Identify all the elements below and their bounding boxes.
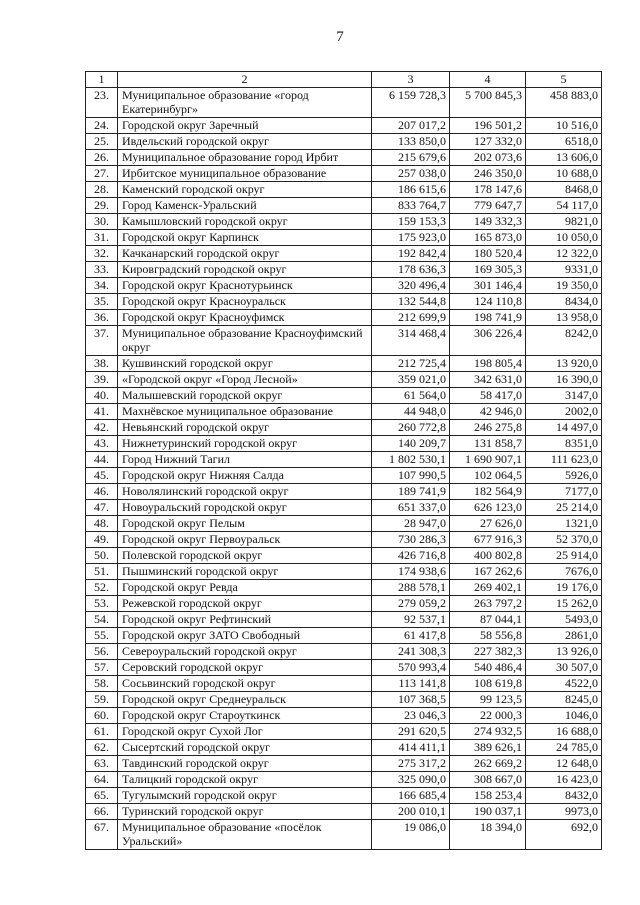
column-4-value-cell: 108 619,8 (450, 676, 526, 692)
row-number-cell: 27. (86, 166, 118, 182)
table-row (86, 150, 602, 166)
column-4-value-cell: 1 690 907,1 (450, 452, 526, 468)
municipality-name-cell: Качканарский городской округ (118, 246, 372, 262)
row-number-cell: 25. (86, 134, 118, 150)
table-row (86, 166, 602, 182)
municipality-name-cell: Кушвинский городской округ (118, 356, 372, 372)
column-3-value-cell: 140 209,7 (372, 436, 450, 452)
column-4-value-cell: 169 305,3 (450, 262, 526, 278)
column-5-value-cell: 54 117,0 (526, 198, 602, 214)
table-row (86, 118, 602, 134)
municipality-name-cell: Североуральский городской округ (118, 644, 372, 660)
row-number-cell: 29. (86, 198, 118, 214)
column-3-value-cell: 833 764,7 (372, 198, 450, 214)
column-3-value-cell: 275 317,2 (372, 756, 450, 772)
column-4-value-cell: 677 916,3 (450, 532, 526, 548)
table-row (86, 134, 602, 150)
column-5-value-cell: 10 688,0 (526, 166, 602, 182)
municipality-name-cell: «Городской округ «Город Лесной» (118, 372, 372, 388)
table-row (86, 214, 602, 230)
row-number-cell: 63. (86, 756, 118, 772)
column-3-value-cell: 314 468,4 (372, 326, 450, 356)
column-5-value-cell: 13 926,0 (526, 644, 602, 660)
row-number-cell: 56. (86, 644, 118, 660)
column-4-value-cell: 149 332,3 (450, 214, 526, 230)
municipality-name-cell: Город Каменск-Уральский (118, 198, 372, 214)
row-number-cell: 30. (86, 214, 118, 230)
column-5-value-cell: 16 423,0 (526, 772, 602, 788)
column-4-value-cell: 540 486,4 (450, 660, 526, 676)
column-5-value-cell: 111 623,0 (526, 452, 602, 468)
row-number-cell: 37. (86, 326, 118, 356)
municipality-name-cell: Новолялинский городской округ (118, 484, 372, 500)
municipality-name-cell: Полевской городской округ (118, 548, 372, 564)
column-3-value-cell: 92 537,1 (372, 612, 450, 628)
column-4-value-cell: 167 262,6 (450, 564, 526, 580)
column-3-value-cell: 19 086,0 (372, 820, 450, 850)
column-4-value-cell: 263 797,2 (450, 596, 526, 612)
table-row (86, 278, 602, 294)
column-3-value-cell: 260 772,8 (372, 420, 450, 436)
municipality-name-cell: Режевской городской округ (118, 596, 372, 612)
table-row (86, 756, 602, 772)
column-3-value-cell: 414 411,1 (372, 740, 450, 756)
column-5-value-cell: 10 516,0 (526, 118, 602, 134)
column-4-value-cell: 99 123,5 (450, 692, 526, 708)
column-3-value-cell: 359 021,0 (372, 372, 450, 388)
column-4-value-cell: 779 647,7 (450, 198, 526, 214)
municipality-name-cell: Махнёвское муниципальное образование (118, 404, 372, 420)
column-3-value-cell: 133 850,0 (372, 134, 450, 150)
row-number-cell: 32. (86, 246, 118, 262)
table-row (86, 644, 602, 660)
column-4-value-cell: 308 667,0 (450, 772, 526, 788)
municipality-name-cell: Туринский городской округ (118, 804, 372, 820)
column-4-value-cell: 18 394,0 (450, 820, 526, 850)
column-4-value-cell: 5 700 845,3 (450, 88, 526, 118)
column-4-value-cell: 269 402,1 (450, 580, 526, 596)
column-3-value-cell: 426 716,8 (372, 548, 450, 564)
row-number-cell: 35. (86, 294, 118, 310)
column-4-value-cell: 165 873,0 (450, 230, 526, 246)
municipality-name-cell: Ирбитское муниципальное образование (118, 166, 372, 182)
column-3-value-cell: 215 679,6 (372, 150, 450, 166)
table-row (86, 564, 602, 580)
column-3-value-cell: 6 159 728,3 (372, 88, 450, 118)
table-row (86, 612, 602, 628)
column-4-value-cell: 306 226,4 (450, 326, 526, 356)
column-3-value-cell: 61 417,8 (372, 628, 450, 644)
municipality-name-cell: Серовский городской округ (118, 660, 372, 676)
column-4-value-cell: 227 382,3 (450, 644, 526, 660)
column-5-value-cell: 13 920,0 (526, 356, 602, 372)
column-4-value-cell: 22 000,3 (450, 708, 526, 724)
municipality-name-cell: Сысертский городской округ (118, 740, 372, 756)
municipality-name-cell: Муниципальное образование Красноуфимский округ (118, 326, 372, 356)
column-3-value-cell: 186 615,6 (372, 182, 450, 198)
table-row (86, 294, 602, 310)
table-row (86, 708, 602, 724)
column-5-value-cell: 25 214,0 (526, 500, 602, 516)
column-3-value-cell: 212 699,9 (372, 310, 450, 326)
column-5-value-cell: 16 390,0 (526, 372, 602, 388)
column-5-value-cell: 1321,0 (526, 516, 602, 532)
column-3-value-cell: 189 741,9 (372, 484, 450, 500)
table-row (86, 420, 602, 436)
page-number: 7 (336, 29, 344, 45)
row-number-cell: 45. (86, 468, 118, 484)
column-5-value-cell: 8245,0 (526, 692, 602, 708)
column-3-value-cell: 212 725,4 (372, 356, 450, 372)
row-number-cell: 52. (86, 580, 118, 596)
municipality-name-cell: Невьянский городской округ (118, 420, 372, 436)
header-cell: 5 (526, 72, 602, 88)
municipality-name-cell: Городской округ Красноуфимск (118, 310, 372, 326)
table-row (86, 326, 602, 356)
column-3-value-cell: 200 010,1 (372, 804, 450, 820)
column-3-value-cell: 325 090,0 (372, 772, 450, 788)
column-3-value-cell: 44 948,0 (372, 404, 450, 420)
column-3-value-cell: 23 046,3 (372, 708, 450, 724)
column-4-value-cell: 246 350,0 (450, 166, 526, 182)
column-5-value-cell: 8468,0 (526, 182, 602, 198)
column-4-value-cell: 127 332,0 (450, 134, 526, 150)
municipality-name-cell: Городской округ ЗАТО Свободный (118, 628, 372, 644)
row-number-cell: 47. (86, 500, 118, 516)
municipality-name-cell: Каменский городской округ (118, 182, 372, 198)
column-3-value-cell: 651 337,0 (372, 500, 450, 516)
column-4-value-cell: 42 946,0 (450, 404, 526, 420)
column-4-value-cell: 198 741,9 (450, 310, 526, 326)
table-row (86, 88, 602, 118)
column-5-value-cell: 4522,0 (526, 676, 602, 692)
row-number-cell: 51. (86, 564, 118, 580)
table-row (86, 596, 602, 612)
row-number-cell: 40. (86, 388, 118, 404)
column-4-value-cell: 202 073,6 (450, 150, 526, 166)
column-4-value-cell: 626 123,0 (450, 500, 526, 516)
column-5-value-cell: 30 507,0 (526, 660, 602, 676)
column-3-value-cell: 175 923,0 (372, 230, 450, 246)
column-4-value-cell: 262 669,2 (450, 756, 526, 772)
row-number-cell: 64. (86, 772, 118, 788)
table-row (86, 788, 602, 804)
column-4-value-cell: 389 626,1 (450, 740, 526, 756)
column-4-value-cell: 246 275,8 (450, 420, 526, 436)
table-row (86, 436, 602, 452)
row-number-cell: 65. (86, 788, 118, 804)
table-row (86, 356, 602, 372)
municipality-name-cell: Тавдинский городской округ (118, 756, 372, 772)
row-number-cell: 46. (86, 484, 118, 500)
municipality-name-cell: Городской округ Нижняя Салда (118, 468, 372, 484)
row-number-cell: 36. (86, 310, 118, 326)
row-number-cell: 44. (86, 452, 118, 468)
row-number-cell: 60. (86, 708, 118, 724)
municipality-name-cell: Городской округ Первоуральск (118, 532, 372, 548)
column-3-value-cell: 241 308,3 (372, 644, 450, 660)
row-number-cell: 55. (86, 628, 118, 644)
row-number-cell: 26. (86, 150, 118, 166)
column-3-value-cell: 291 620,5 (372, 724, 450, 740)
table-row (86, 468, 602, 484)
municipality-name-cell: Городской округ Среднеуральск (118, 692, 372, 708)
municipality-name-cell: Малышевский городской округ (118, 388, 372, 404)
row-number-cell: 38. (86, 356, 118, 372)
table-row (86, 724, 602, 740)
table-header-row (86, 72, 602, 88)
municipality-name-cell: Муниципальное образование «посёлок Уральский» (118, 820, 372, 850)
column-5-value-cell: 14 497,0 (526, 420, 602, 436)
column-3-value-cell: 279 059,2 (372, 596, 450, 612)
table-row (86, 516, 602, 532)
column-4-value-cell: 58 417,0 (450, 388, 526, 404)
column-4-value-cell: 180 520,4 (450, 246, 526, 262)
column-3-value-cell: 174 938,6 (372, 564, 450, 580)
column-5-value-cell: 13 606,0 (526, 150, 602, 166)
municipality-name-cell: Муниципальное образование город Ирбит (118, 150, 372, 166)
column-4-value-cell: 400 802,8 (450, 548, 526, 564)
column-5-value-cell: 15 262,0 (526, 596, 602, 612)
column-3-value-cell: 28 947,0 (372, 516, 450, 532)
column-3-value-cell: 132 544,8 (372, 294, 450, 310)
table-row (86, 262, 602, 278)
municipality-name-cell: Тугулымский городской округ (118, 788, 372, 804)
column-4-value-cell: 87 044,1 (450, 612, 526, 628)
column-4-value-cell: 58 556,8 (450, 628, 526, 644)
column-5-value-cell: 692,0 (526, 820, 602, 850)
header-cell: 1 (86, 72, 118, 88)
municipality-name-cell: Новоуральский городской округ (118, 500, 372, 516)
row-number-cell: 34. (86, 278, 118, 294)
municipality-name-cell: Кировградский городской округ (118, 262, 372, 278)
row-number-cell: 39. (86, 372, 118, 388)
table-row (86, 484, 602, 500)
table-row (86, 580, 602, 596)
municipality-name-cell: Ивдельский городской округ (118, 134, 372, 150)
row-number-cell: 59. (86, 692, 118, 708)
table-row (86, 500, 602, 516)
column-5-value-cell: 7676,0 (526, 564, 602, 580)
row-number-cell: 48. (86, 516, 118, 532)
row-number-cell: 66. (86, 804, 118, 820)
row-number-cell: 67. (86, 820, 118, 850)
row-number-cell: 53. (86, 596, 118, 612)
table-row (86, 772, 602, 788)
column-5-value-cell: 25 914,0 (526, 548, 602, 564)
column-5-value-cell: 9821,0 (526, 214, 602, 230)
municipality-name-cell: Нижнетуринский городской округ (118, 436, 372, 452)
column-3-value-cell: 207 017,2 (372, 118, 450, 134)
table-row (86, 388, 602, 404)
column-5-value-cell: 3147,0 (526, 388, 602, 404)
table-row (86, 182, 602, 198)
municipality-name-cell: Городской округ Заречный (118, 118, 372, 134)
column-4-value-cell: 198 805,4 (450, 356, 526, 372)
column-3-value-cell: 257 038,0 (372, 166, 450, 182)
column-5-value-cell: 9973,0 (526, 804, 602, 820)
row-number-cell: 62. (86, 740, 118, 756)
column-5-value-cell: 1046,0 (526, 708, 602, 724)
column-4-value-cell: 342 631,0 (450, 372, 526, 388)
table-row (86, 372, 602, 388)
column-5-value-cell: 7177,0 (526, 484, 602, 500)
municipality-name-cell: Городской округ Сухой Лог (118, 724, 372, 740)
municipality-name-cell: Город Нижний Тагил (118, 452, 372, 468)
header-cell: 3 (372, 72, 450, 88)
table-body (86, 72, 602, 850)
column-5-value-cell: 24 785,0 (526, 740, 602, 756)
column-3-value-cell: 288 578,1 (372, 580, 450, 596)
column-3-value-cell: 113 141,8 (372, 676, 450, 692)
column-3-value-cell: 61 564,0 (372, 388, 450, 404)
column-3-value-cell: 1 802 530,1 (372, 452, 450, 468)
header-cell: 2 (118, 72, 372, 88)
table-row (86, 676, 602, 692)
municipality-name-cell: Городской округ Краснотурьинск (118, 278, 372, 294)
column-3-value-cell: 730 286,3 (372, 532, 450, 548)
budget-table (85, 71, 602, 850)
column-3-value-cell: 107 368,5 (372, 692, 450, 708)
row-number-cell: 42. (86, 420, 118, 436)
table-row (86, 804, 602, 820)
table-row (86, 404, 602, 420)
column-5-value-cell: 8434,0 (526, 294, 602, 310)
row-number-cell: 23. (86, 88, 118, 118)
table-row (86, 692, 602, 708)
table-row (86, 230, 602, 246)
column-5-value-cell: 8242,0 (526, 326, 602, 356)
municipality-name-cell: Камышловский городской округ (118, 214, 372, 230)
column-5-value-cell: 52 370,0 (526, 532, 602, 548)
municipality-name-cell: Городской округ Красноуральск (118, 294, 372, 310)
row-number-cell: 49. (86, 532, 118, 548)
column-5-value-cell: 8351,0 (526, 436, 602, 452)
column-3-value-cell: 159 153,3 (372, 214, 450, 230)
column-5-value-cell: 8432,0 (526, 788, 602, 804)
column-4-value-cell: 274 932,5 (450, 724, 526, 740)
row-number-cell: 43. (86, 436, 118, 452)
row-number-cell: 50. (86, 548, 118, 564)
municipality-name-cell: Пышминский городской округ (118, 564, 372, 580)
column-5-value-cell: 10 050,0 (526, 230, 602, 246)
column-3-value-cell: 166 685,4 (372, 788, 450, 804)
column-5-value-cell: 19 350,0 (526, 278, 602, 294)
column-5-value-cell: 19 176,0 (526, 580, 602, 596)
table-row (86, 740, 602, 756)
row-number-cell: 28. (86, 182, 118, 198)
row-number-cell: 54. (86, 612, 118, 628)
municipality-name-cell: Городской округ Ревда (118, 580, 372, 596)
column-3-value-cell: 192 842,4 (372, 246, 450, 262)
column-5-value-cell: 12 648,0 (526, 756, 602, 772)
column-4-value-cell: 124 110,8 (450, 294, 526, 310)
table-row (86, 198, 602, 214)
column-4-value-cell: 27 626,0 (450, 516, 526, 532)
municipality-name-cell: Городской округ Рефтинский (118, 612, 372, 628)
table-row (86, 548, 602, 564)
column-5-value-cell: 6518,0 (526, 134, 602, 150)
column-4-value-cell: 182 564,9 (450, 484, 526, 500)
column-4-value-cell: 190 037,1 (450, 804, 526, 820)
column-5-value-cell: 9331,0 (526, 262, 602, 278)
column-5-value-cell: 2002,0 (526, 404, 602, 420)
row-number-cell: 24. (86, 118, 118, 134)
column-4-value-cell: 131 858,7 (450, 436, 526, 452)
row-number-cell: 57. (86, 660, 118, 676)
column-5-value-cell: 13 958,0 (526, 310, 602, 326)
municipality-name-cell: Муниципальное образование «город Екатеринбург» (118, 88, 372, 118)
column-5-value-cell: 458 883,0 (526, 88, 602, 118)
municipality-name-cell: Сосьвинский городской округ (118, 676, 372, 692)
column-4-value-cell: 178 147,6 (450, 182, 526, 198)
row-number-cell: 61. (86, 724, 118, 740)
table-row (86, 246, 602, 262)
column-5-value-cell: 12 322,0 (526, 246, 602, 262)
municipality-name-cell: Талицкий городской округ (118, 772, 372, 788)
column-3-value-cell: 178 636,3 (372, 262, 450, 278)
table-row (86, 532, 602, 548)
table-row (86, 660, 602, 676)
row-number-cell: 33. (86, 262, 118, 278)
row-number-cell: 58. (86, 676, 118, 692)
column-4-value-cell: 158 253,4 (450, 788, 526, 804)
column-5-value-cell: 2861,0 (526, 628, 602, 644)
column-5-value-cell: 16 688,0 (526, 724, 602, 740)
row-number-cell: 31. (86, 230, 118, 246)
column-5-value-cell: 5493,0 (526, 612, 602, 628)
header-cell: 4 (450, 72, 526, 88)
column-3-value-cell: 320 496,4 (372, 278, 450, 294)
table-row (86, 452, 602, 468)
row-number-cell: 41. (86, 404, 118, 420)
municipality-name-cell: Городской округ Пелым (118, 516, 372, 532)
table-row (86, 628, 602, 644)
table-row (86, 310, 602, 326)
column-5-value-cell: 5926,0 (526, 468, 602, 484)
table-row (86, 820, 602, 850)
column-4-value-cell: 301 146,4 (450, 278, 526, 294)
column-3-value-cell: 570 993,4 (372, 660, 450, 676)
column-4-value-cell: 196 501,2 (450, 118, 526, 134)
column-4-value-cell: 102 064,5 (450, 468, 526, 484)
municipality-name-cell: Городской округ Карпинск (118, 230, 372, 246)
column-3-value-cell: 107 990,5 (372, 468, 450, 484)
municipality-name-cell: Городской округ Староуткинск (118, 708, 372, 724)
